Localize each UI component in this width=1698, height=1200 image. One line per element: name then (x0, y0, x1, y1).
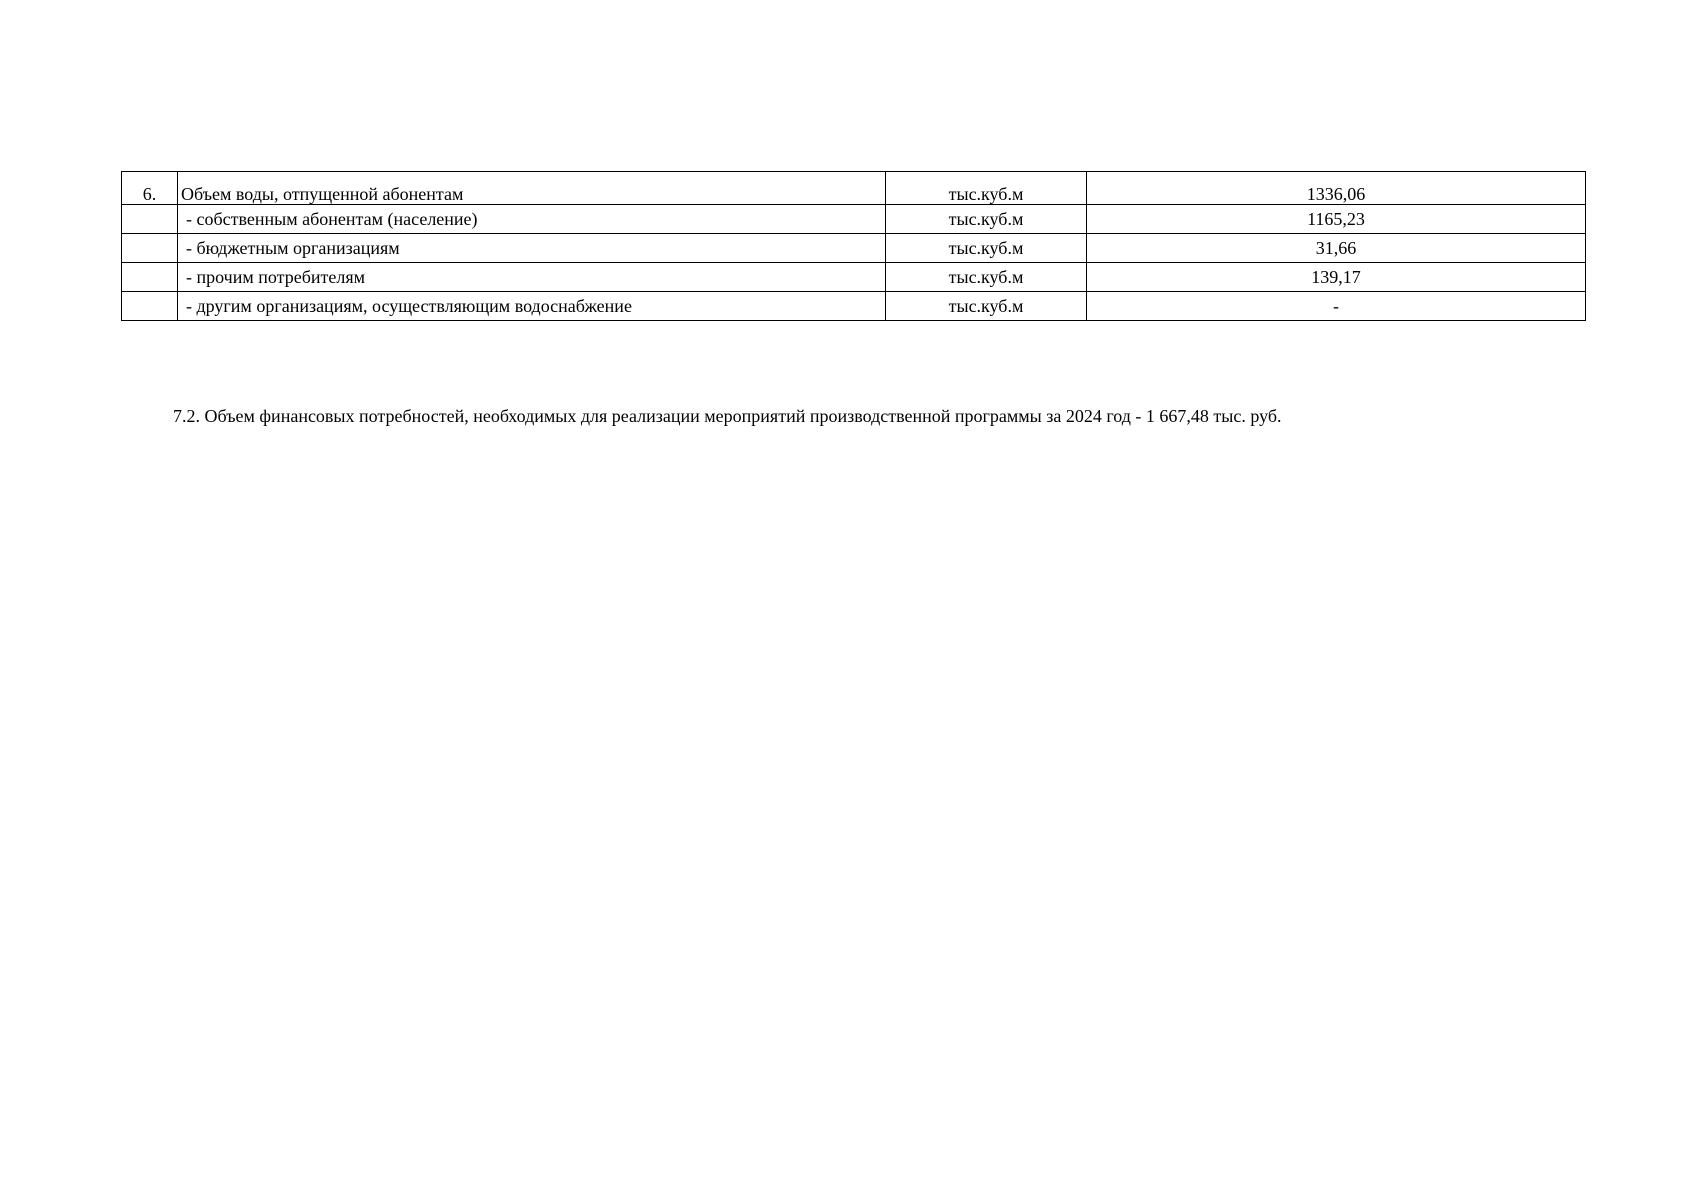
row-name-cell: - собственным абонентам (население) (178, 205, 886, 234)
table-row (122, 263, 1586, 292)
row-value-cell: 1165,23 (1087, 205, 1586, 234)
row-unit-cell: тыс.куб.м (886, 234, 1087, 263)
row-value-cell: - (1087, 292, 1586, 321)
row-number-cell (122, 234, 178, 263)
row-number-cell (122, 205, 178, 234)
table-row (122, 205, 1586, 234)
row-unit-cell: тыс.куб.м (886, 205, 1087, 234)
row-unit-cell: тыс.куб.м (886, 263, 1087, 292)
row-number-cell (122, 263, 178, 292)
financial-needs-note: 7.2. Объем финансовых потребностей, необходимых для реализации мероприятий производственной программы за 2024 год - 1 667,48 тыс. руб. (173, 406, 1282, 426)
row-name-cell: - прочим потребителям (178, 263, 886, 292)
water-volume-table (121, 171, 1586, 321)
row-value-cell: 139,17 (1087, 263, 1586, 292)
table-row (122, 234, 1586, 263)
row-name-cell: - другим организациям, осуществляющим водоснабжение (178, 292, 886, 321)
row-unit-cell: тыс.куб.м (886, 172, 1087, 205)
row-number: 6. (142, 184, 157, 204)
row-unit-cell: тыс.куб.м (886, 292, 1087, 321)
row-number-cell (122, 172, 178, 205)
row-value-cell: 1336,06 (1087, 172, 1586, 205)
table-row (122, 292, 1586, 321)
row-name-cell: Объем воды, отпущенной абонентам (178, 172, 886, 205)
row-value-cell: 31,66 (1087, 234, 1586, 263)
table-row (122, 172, 1586, 205)
row-name-cell: - бюджетным организациям (178, 234, 886, 263)
row-number-cell (122, 292, 178, 321)
